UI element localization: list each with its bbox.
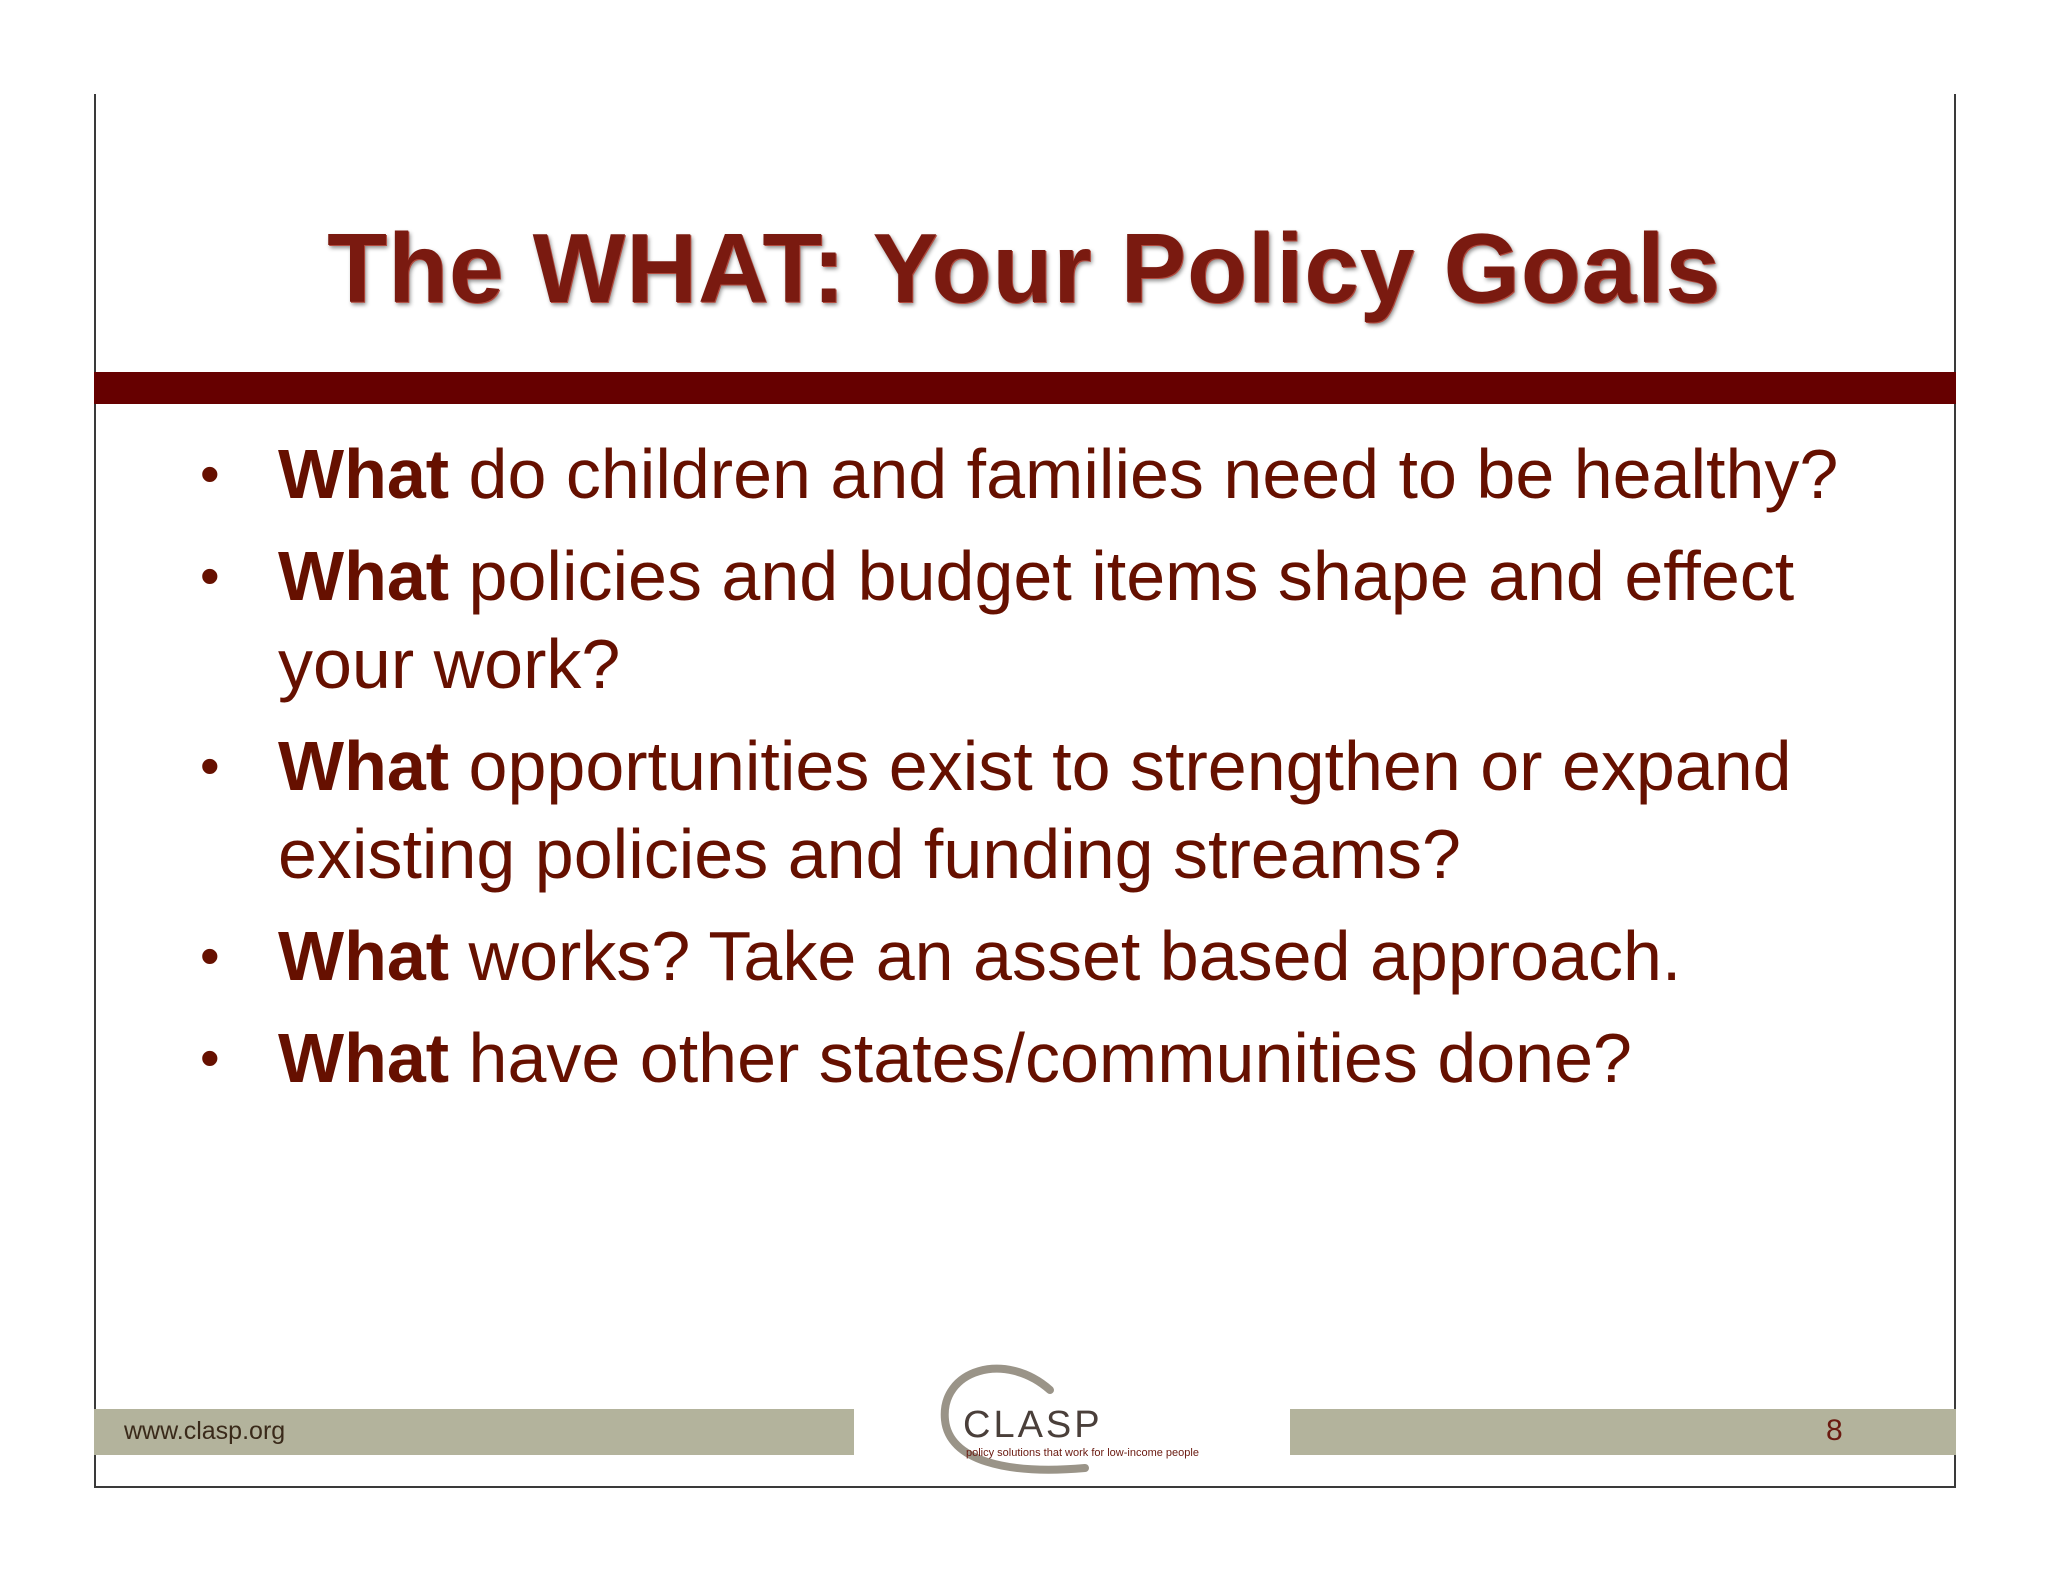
bullet-text: policies and budget items shape and effect your work?: [278, 537, 1795, 703]
logo-wordmark: CLASP: [963, 1404, 1103, 1446]
bullet-lead: What: [278, 917, 450, 995]
bullet-text: opportunities exist to strengthen or expand existing policies and funding streams?: [278, 727, 1792, 893]
bullet-icon: •: [200, 924, 220, 987]
bullet-text: have other states/communities done?: [449, 1019, 1632, 1097]
bullet-list: [200, 430, 1880, 1116]
bullet-item: [200, 430, 1880, 518]
footer-bar-right: [1290, 1409, 1956, 1455]
bullet-item: [200, 532, 1880, 708]
page-number: 8: [1826, 1414, 1843, 1447]
bullet-item: [200, 912, 1880, 1000]
bullet-lead: What: [278, 537, 450, 615]
logo-tagline: policy solutions that work for low-income people: [966, 1447, 1199, 1459]
bullet-item: [200, 1014, 1880, 1102]
bullet-lead: What: [278, 727, 450, 805]
clasp-logo: [935, 1350, 1255, 1475]
bullet-icon: •: [200, 1026, 220, 1089]
bullet-item: [200, 722, 1880, 898]
bullet-icon: •: [200, 442, 220, 505]
title-divider: [94, 372, 1956, 404]
slide-title: The WHAT: Your Policy Goals: [327, 213, 1721, 323]
bullet-lead: What: [278, 435, 450, 513]
footer-url[interactable]: www.clasp.org: [124, 1417, 286, 1445]
bullet-icon: •: [200, 734, 220, 797]
bullet-icon: •: [200, 544, 220, 607]
bullet-lead: What: [278, 1019, 450, 1097]
bullet-text: works? Take an asset based approach.: [449, 917, 1682, 995]
bullet-text: do children and families need to be healthy?: [449, 435, 1839, 513]
